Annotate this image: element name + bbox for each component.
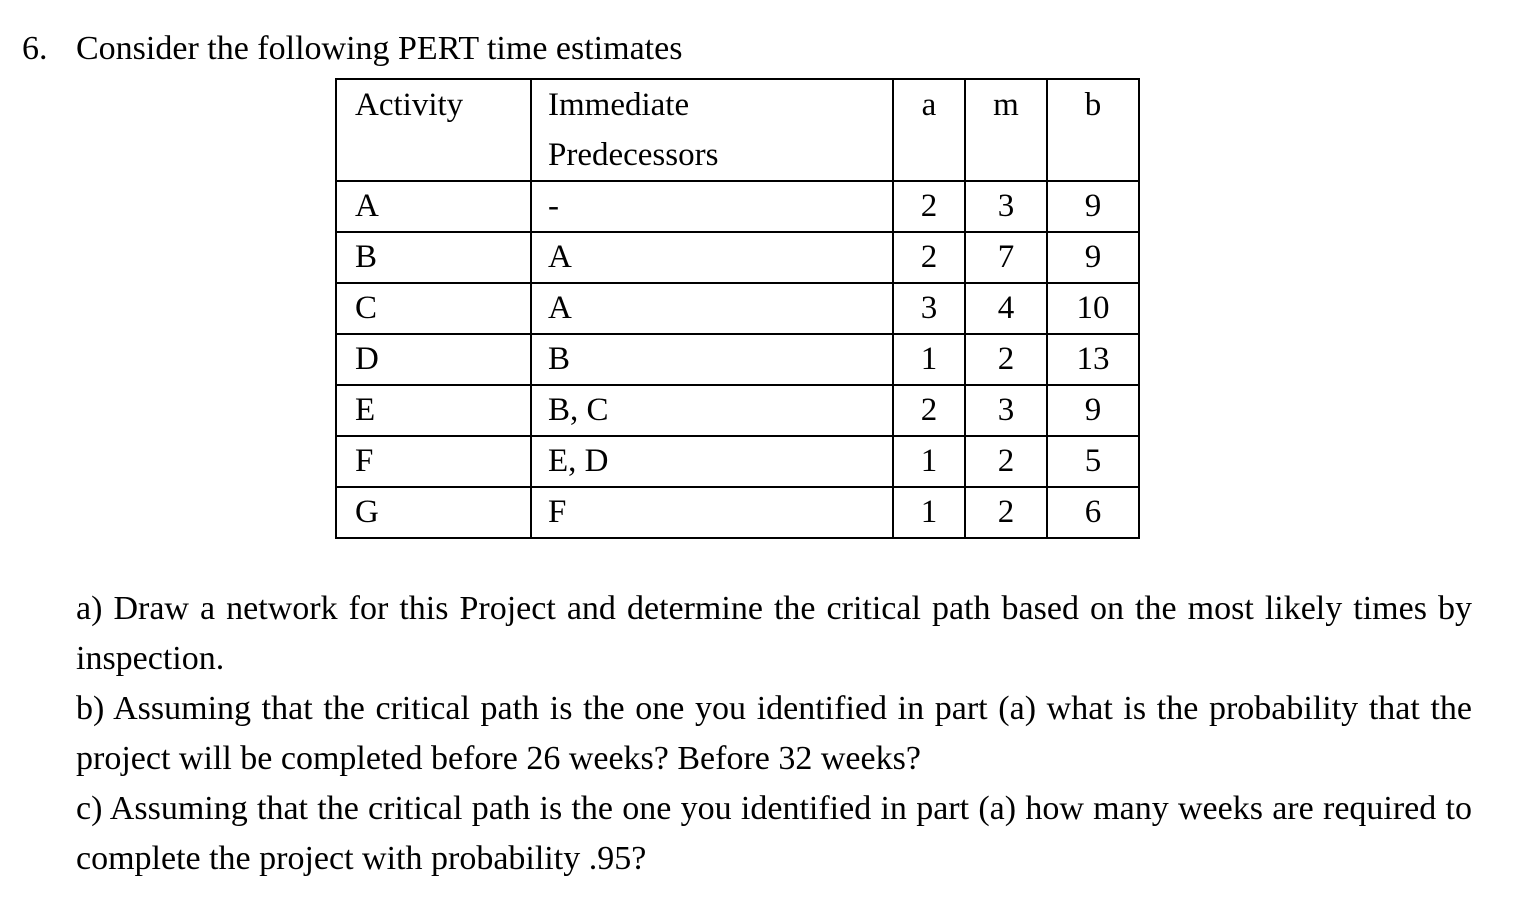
- header-predecessors-line1: Immediate: [548, 87, 690, 123]
- table-row: [336, 334, 1139, 385]
- cell-a: 1: [893, 487, 965, 538]
- cell-m: 2: [965, 436, 1047, 487]
- header-a: a: [893, 79, 965, 181]
- cell-m: 7: [965, 232, 1047, 283]
- header-predecessors-line2: Predecessors: [548, 137, 719, 173]
- part-a: a) Draw a network for this Project and determine the critical path based on the most likely times by inspection.: [76, 590, 1472, 677]
- cell-a: 2: [893, 232, 965, 283]
- header-b: b: [1047, 79, 1139, 181]
- question-heading: [22, 26, 682, 72]
- table-header-row: [336, 79, 1139, 181]
- cell-activity: F: [336, 436, 531, 487]
- question-number: 6.: [22, 30, 48, 67]
- cell-a: 2: [893, 385, 965, 436]
- cell-m: 4: [965, 283, 1047, 334]
- cell-m: 2: [965, 334, 1047, 385]
- cell-predecessors: B, C: [531, 385, 893, 436]
- cell-predecessors: F: [531, 487, 893, 538]
- cell-b: 9: [1047, 232, 1139, 283]
- cell-predecessors: A: [531, 232, 893, 283]
- cell-a: 1: [893, 436, 965, 487]
- table-row: [336, 385, 1139, 436]
- cell-b: 9: [1047, 385, 1139, 436]
- cell-predecessors: B: [531, 334, 893, 385]
- cell-b: 9: [1047, 181, 1139, 232]
- cell-b: 6: [1047, 487, 1139, 538]
- table-row: [336, 487, 1139, 538]
- part-b: b) Assuming that the critical path is the one you identified in part (a) what is the probability that the project will be completed before 26 weeks? Before 32 weeks?: [76, 690, 1472, 777]
- cell-b: 5: [1047, 436, 1139, 487]
- table-row: [336, 436, 1139, 487]
- header-m: m: [965, 79, 1047, 181]
- cell-activity: A: [336, 181, 531, 232]
- question-parts: [76, 584, 1472, 884]
- question-title: Consider the following PERT time estimates: [76, 30, 683, 67]
- header-predecessors: [531, 79, 893, 181]
- cell-predecessors: -: [531, 181, 893, 232]
- cell-activity: B: [336, 232, 531, 283]
- cell-b: 13: [1047, 334, 1139, 385]
- cell-activity: D: [336, 334, 531, 385]
- cell-a: 1: [893, 334, 965, 385]
- pert-table: [335, 78, 1140, 539]
- cell-activity: C: [336, 283, 531, 334]
- cell-b: 10: [1047, 283, 1139, 334]
- cell-a: 2: [893, 181, 965, 232]
- cell-predecessors: E, D: [531, 436, 893, 487]
- cell-m: 2: [965, 487, 1047, 538]
- cell-m: 3: [965, 181, 1047, 232]
- cell-m: 3: [965, 385, 1047, 436]
- cell-predecessors: A: [531, 283, 893, 334]
- table-row: [336, 232, 1139, 283]
- header-activity: Activity: [336, 79, 531, 181]
- cell-activity: E: [336, 385, 531, 436]
- table-row: [336, 283, 1139, 334]
- cell-activity: G: [336, 487, 531, 538]
- table-row: [336, 181, 1139, 232]
- part-c: c) Assuming that the critical path is the one you identified in part (a) how many weeks are required to complete the project with probability .95?: [76, 790, 1472, 877]
- cell-a: 3: [893, 283, 965, 334]
